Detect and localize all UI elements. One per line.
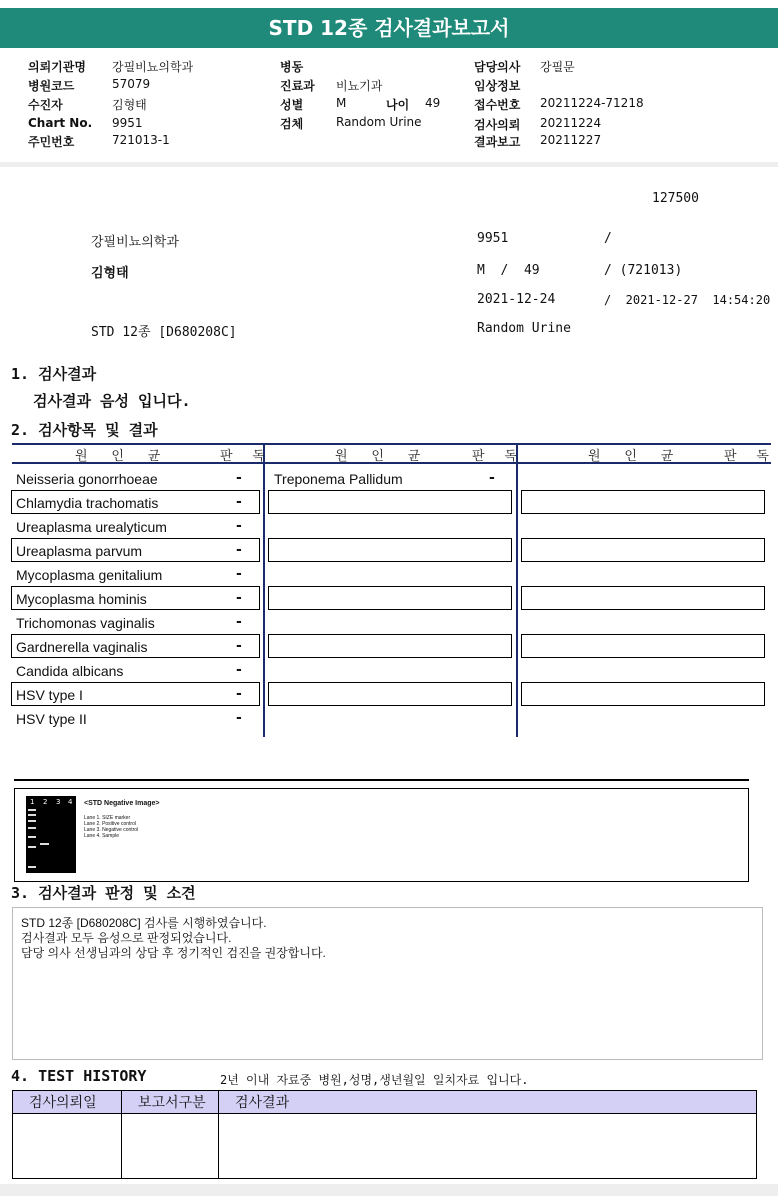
gel-image: [26, 796, 76, 873]
lane-number: 4: [68, 798, 73, 806]
header-value: 20211227: [540, 133, 602, 147]
section2-heading: 2. 검사항목 및 결과: [11, 421, 158, 439]
header-label: 주민번호: [28, 135, 75, 149]
lane-number: 1: [30, 798, 35, 806]
row-box: [521, 586, 765, 610]
table-divider: [263, 443, 265, 737]
header-label: 성별: [280, 98, 304, 112]
summary-chart: 9951: [477, 231, 509, 246]
header-label: 결과보고: [474, 135, 521, 149]
organism-name: Trichomonas vaginalis: [16, 615, 155, 631]
header-value: 20211224: [540, 116, 602, 130]
summary-code: 127500: [652, 191, 699, 206]
history-col-result: 검사결과: [219, 1091, 757, 1114]
organism-result: -: [236, 518, 242, 534]
report-title: STD 12종 검사결과보고서: [0, 8, 778, 48]
organism-result: -: [236, 686, 242, 702]
section4-note: 2년 이내 자료중 병원,성명,생년월일 일치자료 입니다.: [220, 1073, 529, 1087]
organism-name: Mycoplasma hominis: [16, 591, 147, 607]
organism-result: -: [236, 638, 242, 654]
header-label: 검체: [280, 117, 304, 131]
gel-legend-item: Lane 4. Sample: [84, 833, 120, 839]
organism-name: HSV type II: [16, 711, 87, 727]
header-label: 담당의사: [474, 60, 521, 74]
gel-legend-item: Lane 2. Positive control: [84, 821, 136, 827]
header-value: 강필비뇨의학과: [112, 60, 194, 74]
gel-legend-item: Lane 1. SIZE marker: [84, 815, 131, 821]
row-box: [268, 538, 512, 562]
col-header-name: 원 인 균: [75, 449, 169, 464]
header-value: 9951: [112, 116, 143, 130]
header-label: 수진자: [28, 98, 63, 112]
header-value: 김형태: [112, 98, 147, 112]
row-box: [268, 490, 512, 514]
summary-patient: 김형태: [91, 266, 129, 281]
row-box: [521, 490, 765, 514]
divider: [14, 779, 749, 781]
age-label: 나이: [386, 98, 410, 112]
row-box: [521, 634, 765, 658]
header-value: 721013-1: [112, 133, 170, 147]
gel-band: [28, 814, 36, 816]
summary-birth: / (721013): [604, 263, 683, 278]
header-value: 비뇨기과: [336, 79, 383, 93]
table-cell: [122, 1114, 219, 1179]
header-label: 검사의뢰: [474, 118, 521, 132]
col-header-name: 원 인 균: [335, 449, 429, 464]
section1-text: 검사결과 음성 입니다.: [33, 392, 191, 410]
header-label: 접수번호: [474, 98, 521, 112]
organism-result: -: [236, 614, 242, 630]
lane-number: 2: [43, 798, 48, 806]
col-header-result: 판 독: [472, 449, 523, 464]
organism-result: -: [236, 710, 242, 726]
organism-result: -: [489, 470, 495, 486]
test-history-table: [12, 1090, 757, 1179]
row-box: [268, 586, 512, 610]
table-row: [13, 1114, 757, 1179]
gel-band: [28, 836, 36, 838]
section1-heading: 1. 검사결과: [11, 365, 97, 383]
organism-result: -: [236, 542, 242, 558]
organism-name: Ureaplasma urealyticum: [16, 519, 167, 535]
header-label: 의뢰기관명: [28, 60, 86, 74]
gel-title: <STD Negative Image>: [84, 800, 160, 807]
row-box: [521, 682, 765, 706]
organism-result: -: [236, 590, 242, 606]
summary-specimen: Random Urine: [477, 321, 571, 336]
organism-name: Candida albicans: [16, 663, 124, 679]
divider: [0, 162, 778, 167]
gel-legend-item: Lane 3. Negative control: [84, 827, 139, 833]
organism-result: -: [236, 494, 242, 510]
opinion-line: 검사결과 모두 음성으로 판정되었습니다.: [21, 931, 232, 945]
gel-band: [40, 843, 49, 845]
gel-band: [28, 866, 36, 868]
organism-name: Treponema Pallidum: [274, 471, 403, 487]
organism-name: Chlamydia trachomatis: [16, 495, 159, 511]
summary-test-name: STD 12종 [D680208C]: [91, 325, 237, 340]
organism-name: Neisseria gonorrhoeae: [16, 471, 158, 487]
table-cell: [219, 1114, 757, 1179]
section3-heading: 3. 검사결과 판정 및 소견: [11, 884, 196, 902]
organism-name: HSV type I: [16, 687, 83, 703]
gel-band: [28, 809, 36, 811]
organism-name: Mycoplasma genitalium: [16, 567, 163, 583]
header-value: 강필문: [540, 60, 575, 74]
header-label: 병동: [280, 60, 304, 74]
header-label: 병원코드: [28, 79, 75, 93]
organism-result: -: [236, 566, 242, 582]
summary-clinic: 강필비뇨의학과: [91, 235, 179, 250]
history-col-type: 보고서구분: [122, 1091, 219, 1114]
row-box: [521, 538, 765, 562]
opinion-line: STD 12종 [D680208C] 검사를 시행하였습니다.: [21, 916, 267, 930]
row-box: [268, 682, 512, 706]
summary-report-time: / 2021-12-27 14:54:20: [604, 293, 771, 307]
summary-date: 2021-12-24: [477, 292, 556, 307]
organism-name: Gardnerella vaginalis: [16, 639, 148, 655]
header-value: 57079: [112, 77, 151, 91]
age-value: 49: [425, 96, 441, 110]
header-value: 20211224-71218: [540, 96, 644, 110]
gel-legend: [84, 815, 138, 839]
table-divider: [516, 443, 518, 737]
table-cell: [13, 1114, 122, 1179]
gel-band: [28, 827, 36, 829]
lane-number: 3: [56, 798, 61, 806]
summary-sex-age: M / 49: [477, 263, 540, 278]
header-value: M: [336, 96, 347, 110]
history-col-date: 검사의뢰일: [13, 1091, 122, 1114]
header-label: 진료과: [280, 79, 315, 93]
row-box: [268, 634, 512, 658]
gel-band: [28, 846, 36, 848]
organism-result: -: [236, 662, 242, 678]
header-value: Random Urine: [336, 115, 422, 129]
summary-slash: /: [604, 231, 612, 246]
organism-name: Ureaplasma parvum: [16, 543, 143, 559]
section4-heading: 4. TEST HISTORY: [11, 1067, 147, 1085]
col-header-result: 판 독: [724, 449, 775, 464]
col-header-result: 판 독: [220, 449, 271, 464]
header-label: Chart No.: [28, 116, 93, 130]
opinion-line: 담당 의사 선생님과의 상담 후 정기적인 검진을 권장합니다.: [21, 946, 326, 960]
col-header-name: 원 인 균: [588, 449, 682, 464]
gel-band: [28, 820, 36, 822]
organism-result: -: [236, 470, 242, 486]
header-label: 임상정보: [474, 79, 521, 93]
footer-bar: [0, 1184, 778, 1196]
